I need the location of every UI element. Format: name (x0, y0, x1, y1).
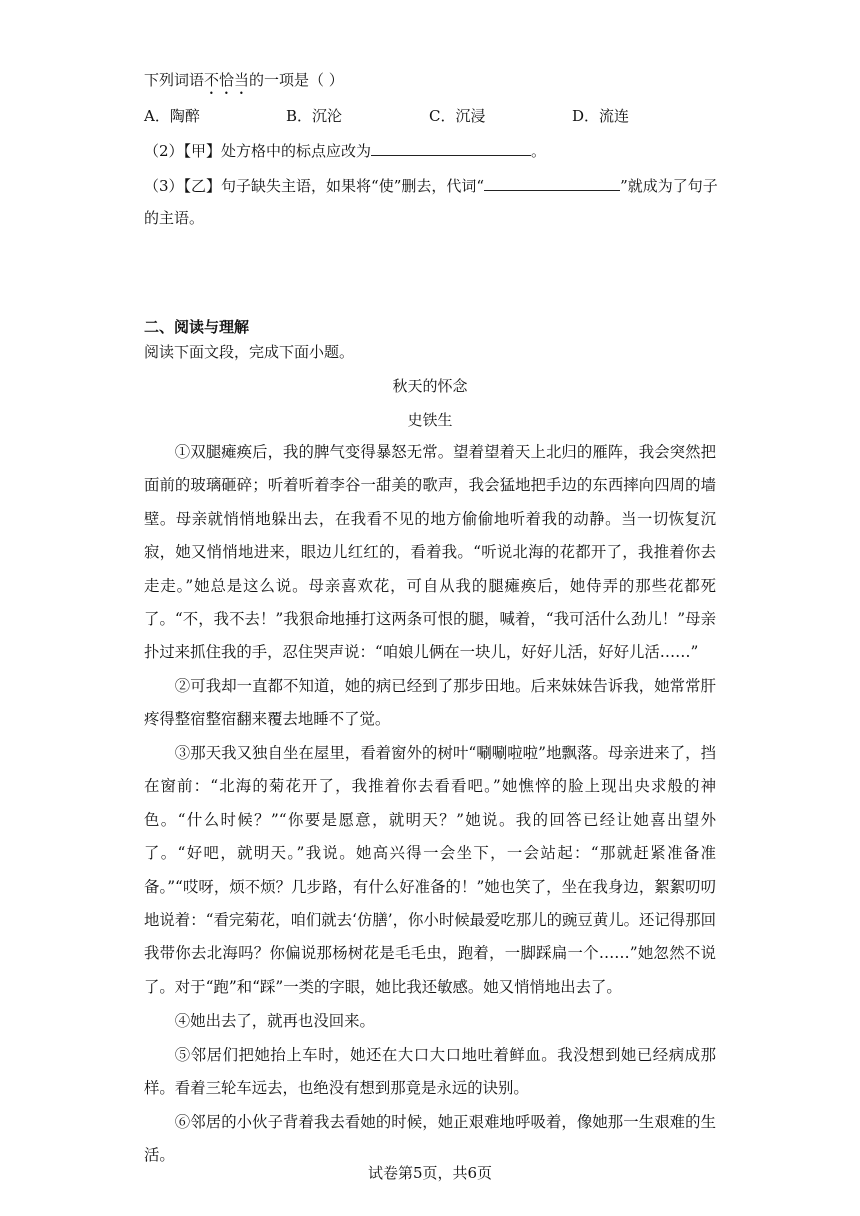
article-title: 秋天的怀念 (392, 377, 468, 395)
q3-text: （3）【乙】句子缺失主语，如果将“使”删去，代词“ (144, 177, 485, 195)
q1-option-a: A．陶醉 (144, 107, 200, 125)
article-paragraph-5: ⑤邻居们把她抬上车时，她还在大口大口地吐着鲜血。我没想到她已经病成那样。看着三轮车远去，也绝没有想到那竟是永远的诀别。 (144, 1046, 716, 1098)
section-heading: 二、阅读与理解 (144, 318, 250, 336)
q1-stem-emphasis: 不恰当 (204, 71, 250, 89)
q1-option-b: B．沉沦 (286, 107, 343, 125)
article-paragraph-3: ③那天我又独自坐在屋里，看着窗外的树叶“唰唰啦啦”地飘落。母亲进来了，挡在窗前：“北海的菊花开了，我推着你去看看吧。”她憔悴的脸上现出央求般的神色。“什么时候？”“你要是愿意，就明天？”她说。我的回答已经让她喜出望外了。“好吧，就明天。”我说。她高兴得一会坐下，一会站起：“那就赶紧准备准备。”“哎呀，烦不烦？几步路，有什么好准备的！”她也笑了，坐在我身边，絮絮叨叨地说着：“看完菊花，咱们就去‘仿膳’，你小时候最爱吃那儿的豌豆黄儿。还记得那回我带你去北海吗？你偏说那杨树花是毛毛虫，跑着，一脚踩扁一个……”她忽然不说了。对于“跑”和“踩”一类的字眼，她比我还敏感。她又悄悄地出去了。 (144, 744, 716, 996)
q2-text: （2）【甲】处方格中的标点应改为 (144, 142, 372, 160)
q2-line (144, 141, 546, 161)
q1-stem-post: 的一项是（ ） (249, 71, 344, 89)
q3-text-end: ”就成为了句子 (620, 177, 718, 195)
q1-option-d: D．流连 (572, 107, 630, 125)
article-paragraph-4: ④她出去了，就再也没回来。 (174, 1012, 375, 1030)
q1-option-c: C．沉浸 (429, 107, 486, 125)
article-author: 史铁生 (407, 411, 453, 429)
q3-line-2: 的主语。 (144, 209, 205, 227)
section-instruction: 阅读下面文段，完成下面小题。 (144, 343, 355, 361)
q2-answer-blank[interactable] (371, 141, 531, 156)
q1-stem-pre: 下列词语 (144, 71, 205, 89)
article-paragraph-6: ⑥邻居的小伙子背着我去看她的时候，她正艰难地呼吸着，像她那一生艰难的生活。 (144, 1113, 716, 1165)
q2-text-end: 。 (531, 142, 547, 160)
article-paragraph-1: ①双腿瘫痪后，我的脾气变得暴怒无常。望着望着天上北归的雁阵，我会突然把面前的玻璃砸碎；听着听着李谷一甜美的歌声，我会猛地把手边的东西摔向四周的墙壁。母亲就悄悄地躲出去，在我看不见的地方偷偷地听着我的动静。当一切恢复沉寂，她又悄悄地进来，眼边儿红红的，看着我。“听说北海的花都开了，我推着你去走走。”她总是这么说。母亲喜欢花，可自从我的腿瘫痪后，她侍弄的那些花都死了。“不，我不去！”我狠命地捶打这两条可恨的腿，喊着，“我可活什么劲儿！”母亲扑过来抓住我的手，忍住哭声说：“咱娘儿俩在一块儿，好好儿活，好好儿活……” (144, 443, 716, 662)
page-footer: 试卷第5页，共6页 (367, 1164, 493, 1182)
q1-stem (144, 70, 344, 98)
q3-answer-blank[interactable] (484, 176, 620, 191)
q3-line (144, 176, 718, 196)
article-paragraph-2: ②可我却一直都不知道，她的病已经到了那步田地。后来妹妹告诉我，她常常肝疼得整宿整宿翻来覆去地睡不了觉。 (144, 677, 716, 729)
